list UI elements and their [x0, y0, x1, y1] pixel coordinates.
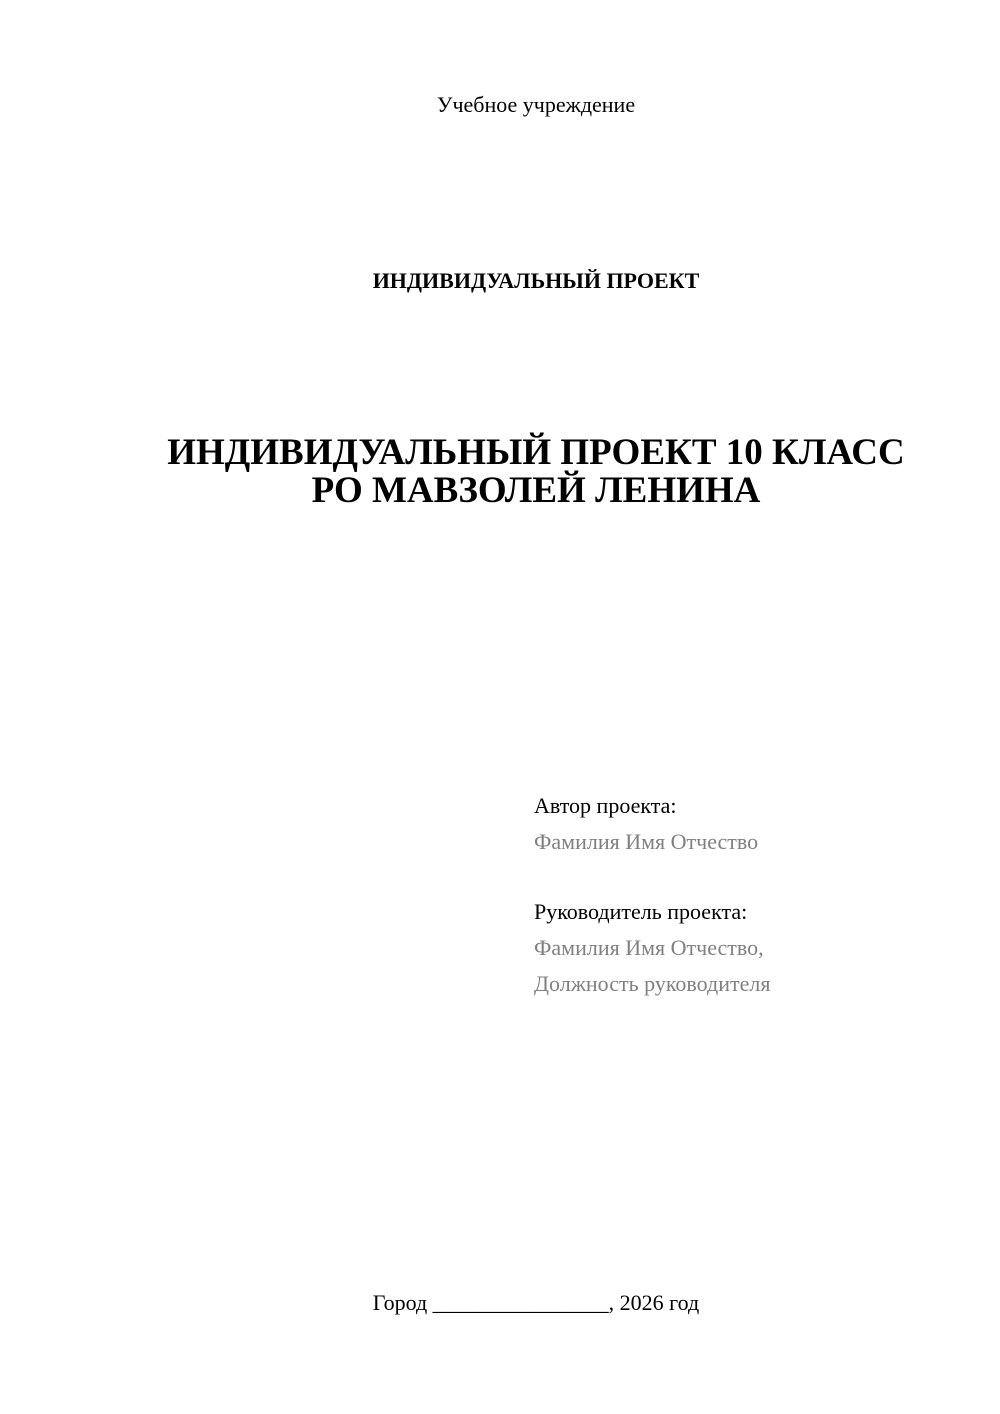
- project-title: [0, 434, 1000, 510]
- project-info-block: [534, 788, 770, 1002]
- supervisor-label: Руководитель проекта:: [534, 899, 748, 924]
- info-spacer: [534, 860, 770, 894]
- project-title-line-2: РО МАВЗОЛЕЙ ЛЕНИНА: [311, 470, 761, 511]
- author-name: Фамилия Имя Отчество: [534, 829, 759, 854]
- supervisor-position: Должность руководителя: [534, 971, 771, 996]
- institution-name: Учебное учреждение: [436, 92, 636, 117]
- document-type-heading: ИНДИВИДУАЛЬНЫЙ ПРОЕКТ: [372, 268, 700, 293]
- supervisor-name: Фамилия Имя Отчество,: [534, 935, 764, 960]
- author-label: Автор проекта:: [534, 793, 677, 818]
- city-year-line: Город ________________, 2026 год: [372, 1290, 700, 1315]
- project-title-line-1: ИНДИВИДУАЛЬНЫЙ ПРОЕКТ 10 КЛАСС: [167, 432, 905, 473]
